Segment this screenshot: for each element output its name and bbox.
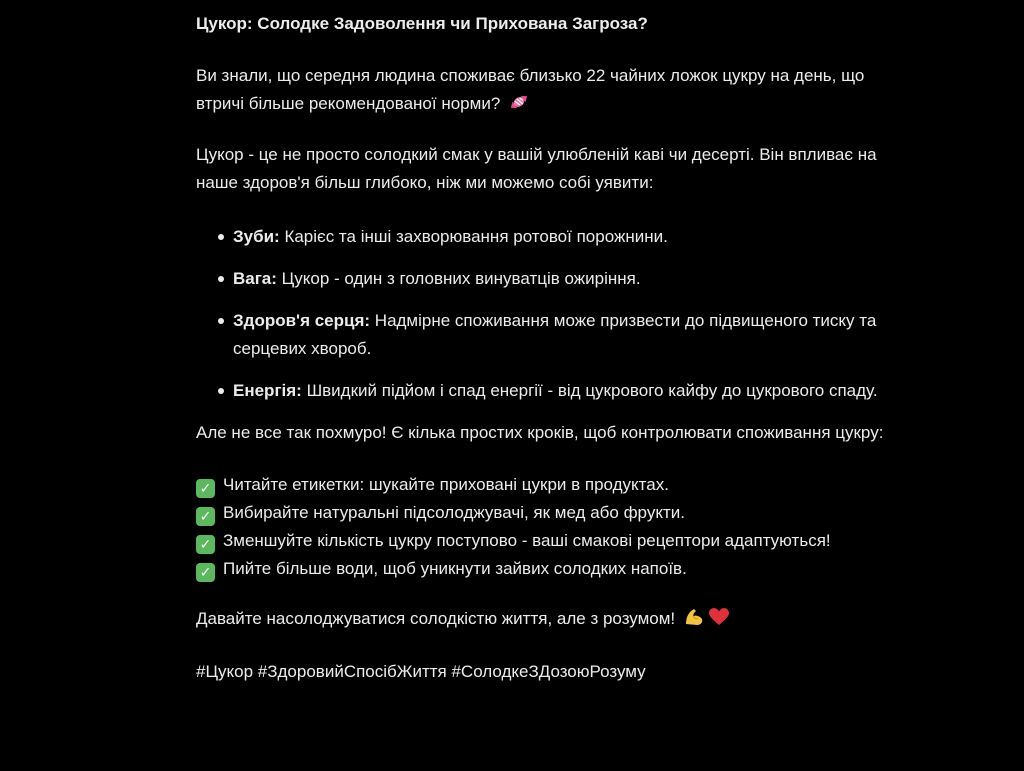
tip-text: Зменшуйте кількість цукру поступово - ваші смакові рецептори адаптуються! <box>223 531 831 550</box>
impact-paragraph: Цукор - це не просто солодкий смак у вашій улюбленій каві чи десерті. Він впливає на наше здоров'я більш глибоко, ніж ми можемо собі уявити: <box>196 145 877 192</box>
intro-text: Ви знали, що середня людина споживає близько 22 чайних ложок цукру на день, що втричі більше рекомендованої норми? <box>196 66 865 113</box>
tips-list <box>196 471 896 583</box>
bullet-icon <box>218 234 224 240</box>
tip-text: Вибирайте натуральні підсолоджувачі, як мед або фрукти. <box>223 503 685 522</box>
red-heart-icon <box>708 607 730 636</box>
list-item-label: Енергія: <box>233 381 302 400</box>
tips-intro-paragraph: Але не все так похмуро! Є кілька простих кроків, щоб контролювати споживання цукру: <box>196 423 884 442</box>
check-mark-icon: ✓ <box>196 479 215 498</box>
list-item-label: Вага: <box>233 269 277 288</box>
check-mark-icon: ✓ <box>196 507 215 526</box>
list-item-text: Швидкий підйом і спад енергії - від цукрового кайфу до цукрового спаду. <box>301 381 878 400</box>
list-item-text: Надмірне споживання може призвести до підвищеного тиску та серцевих хвороб. <box>233 311 877 358</box>
check-mark-icon: ✓ <box>196 563 215 582</box>
list-item <box>196 307 896 363</box>
flexed-biceps-icon <box>683 607 705 636</box>
closing-paragraph <box>196 605 896 636</box>
closing-text: Давайте насолоджуватися солодкістю життя, але з розумом! <box>196 609 676 628</box>
list-item <box>196 223 896 251</box>
candy-icon <box>508 92 530 121</box>
tip-item <box>196 555 896 583</box>
list-item-label: Зуби: <box>233 227 280 246</box>
list-item-text: Карієс та інші захворювання ротової порожнини. <box>279 227 668 246</box>
list-item <box>196 265 896 293</box>
tip-text: Читайте етикетки: шукайте приховані цукри в продуктах. <box>223 475 669 494</box>
tip-item <box>196 527 896 555</box>
bullet-icon <box>218 318 224 324</box>
list-item <box>196 377 896 405</box>
post-title: Цукор: Солодке Задоволення чи Прихована Загроза? <box>196 14 648 33</box>
intro-paragraph <box>196 62 896 121</box>
tip-item <box>196 499 896 527</box>
bullet-icon <box>218 388 224 394</box>
hashtags: #Цукор #ЗдоровийСпосібЖиття #СолодкеЗДозоюРозуму <box>196 662 646 681</box>
tip-item <box>196 471 896 499</box>
post-content <box>196 10 896 686</box>
bullet-icon <box>218 276 224 282</box>
impact-list <box>196 223 896 405</box>
check-mark-icon: ✓ <box>196 535 215 554</box>
tip-text: Пийте більше води, щоб уникнути зайвих солодких напоїв. <box>223 559 687 578</box>
list-item-text: Цукор - один з головних винуватців ожиріння. <box>276 269 641 288</box>
list-item-label: Здоров'я серця: <box>233 311 371 330</box>
